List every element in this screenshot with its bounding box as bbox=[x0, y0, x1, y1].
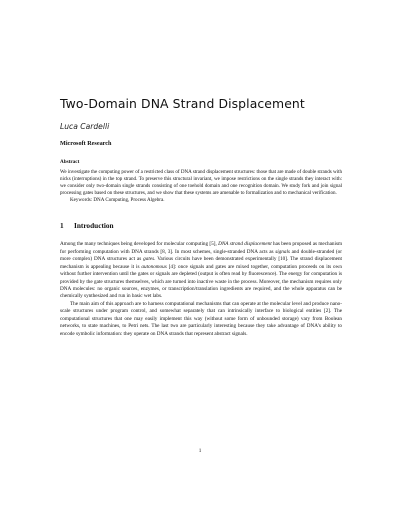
section-title: Introduction bbox=[74, 221, 114, 231]
intro-p1-emphasis-3: gates bbox=[143, 256, 155, 263]
abstract-keywords: Keywords: DNA Computing, Process Algebra. bbox=[70, 197, 165, 204]
abstract-heading: Abstract bbox=[60, 159, 80, 165]
intro-paragraph-1 bbox=[60, 241, 342, 301]
intro-p1-emphasis-2: signals bbox=[275, 248, 290, 255]
abstract-text: We investigate the computing power of a restricted class of DNA strand displacement structures: those that are made of double strands with nicks (interruptions) in the top strand. To preserve this structural invariant, we impose restrictions on the single strands they interact with: we consider only two-domain single strands consisting of one toehold domain and one recognition domain. We study fork and join signal processing gates based on these structures, and we show that these systems are amenable to formalization and to mechanical verification. bbox=[60, 169, 342, 197]
intro-p1-text-5: [4]: once signals and gates are mixed together, computation proceeds on its own without further intervention until the gates or signals are depleted (output is often read by fluorescence). The energy for computation is provided by the gate structures themselves, which are turned into inactive waste in the process. Moreover, the mechanism requires only DNA molecules: no organic sources, enzymes, or transcription/translation ingredients are required, and the whole apparatus can be chemically synthesized and run in basic wet labs. bbox=[60, 263, 342, 300]
paper-content bbox=[60, 96, 342, 343]
author-name: Luca Cardelli bbox=[60, 122, 110, 131]
author-affiliation: Microsoft Research bbox=[60, 140, 112, 147]
section-number: 1 bbox=[60, 221, 64, 231]
section-heading bbox=[60, 221, 342, 230]
intro-p1-text-2: has been proposed as mechanism for performing computation with DNA strands [8, 3]. In most schemes, single-stranded DNA acts as bbox=[60, 241, 342, 255]
intro-paragraph-2: The main aim of this approach are to harness computational mechanisms that can operate at the molecular level and produce nano-scale structures under program control, and somewhat separately that can intrinsically interface to biological entities [2]. The computational structures that one may easily implement this way (without some form of unbounded storage) vary from Boolean networks, to state machines, to Petri nets. The last two are particularly interesting because they take advantage of DNA’s ability to encode symbolic information: they operate on DNA strands that represent abstract signals. bbox=[60, 300, 342, 337]
intro-p1-emphasis-4: autonomous bbox=[141, 263, 167, 270]
paper-title: Two-Domain DNA Strand Displacement bbox=[60, 96, 305, 111]
intro-p1-text-3: and double-stranded (or more complex) DNA structures act as bbox=[60, 248, 342, 263]
intro-p1-text-1: Among the many techniques being developed for molecular computing [5], bbox=[60, 241, 219, 248]
intro-p1-emphasis-1: DNA strand displacement bbox=[218, 241, 272, 248]
intro-p1-text-4: . Various circuits have been demonstrated experimentally [10]. The strand displacement mechanism is appealing because it is bbox=[60, 256, 342, 270]
page-number: 1 bbox=[198, 448, 202, 454]
